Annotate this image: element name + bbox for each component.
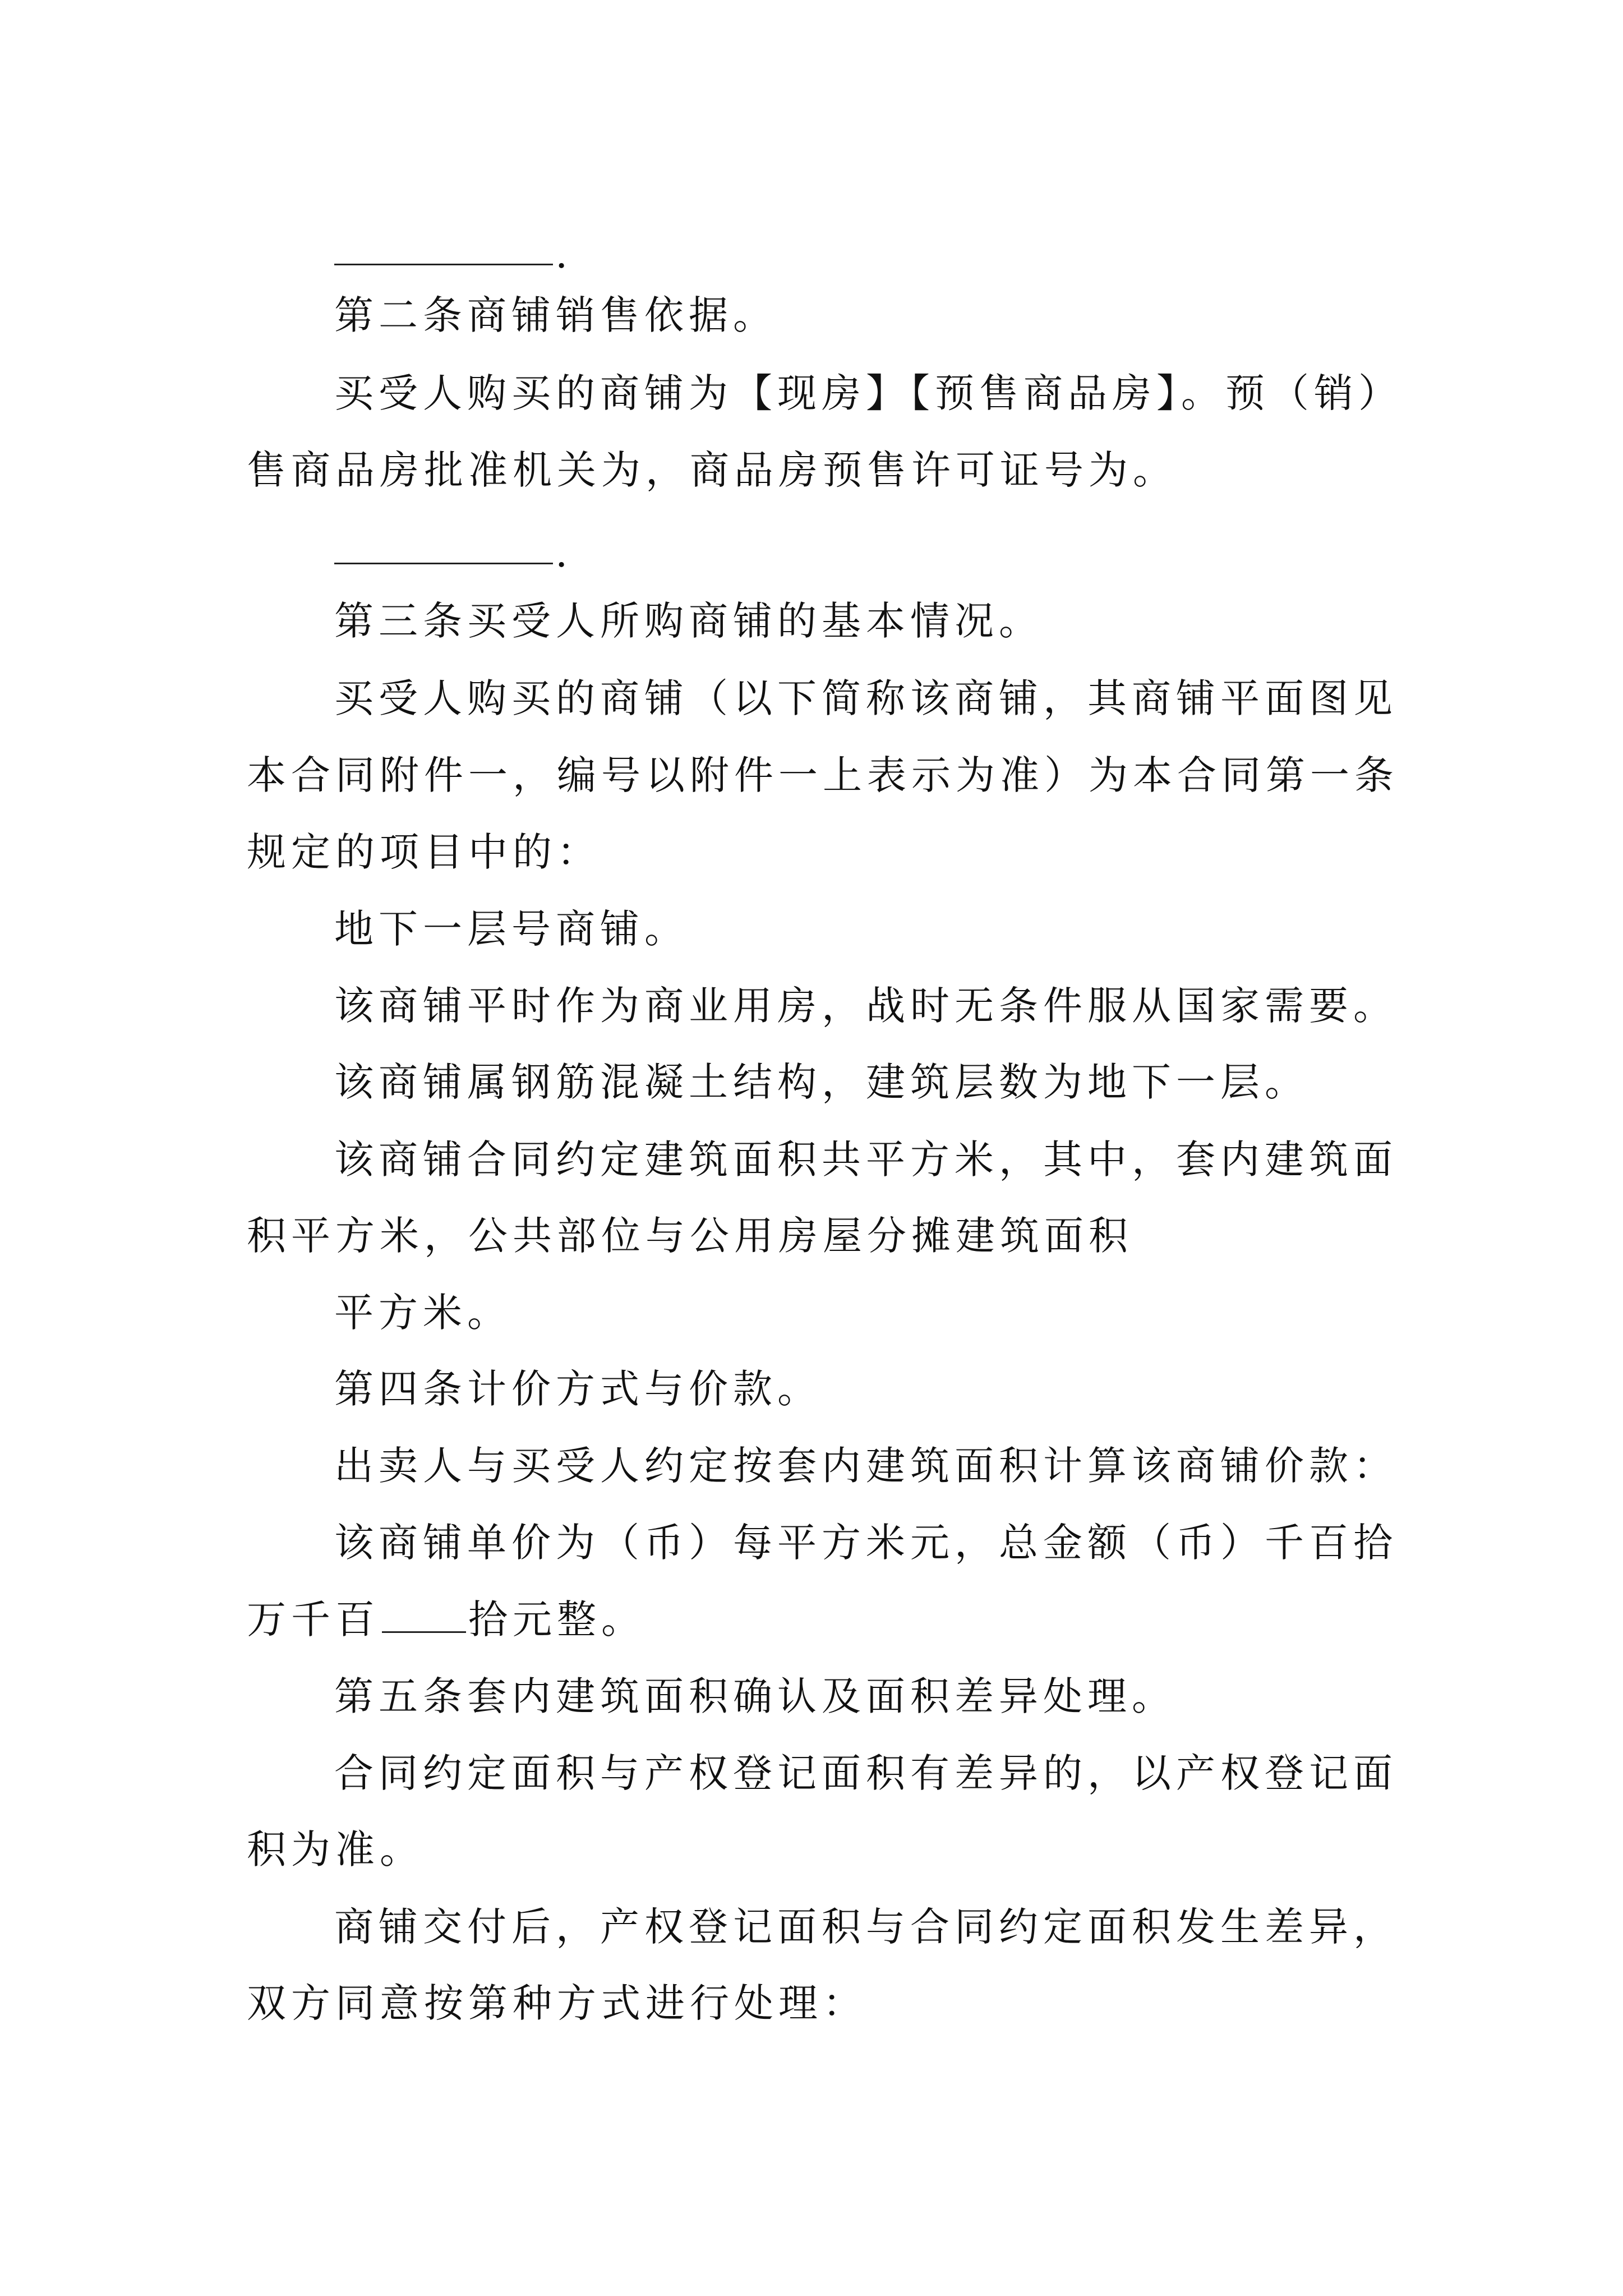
article-2-paragraph-line: 售商品房批准机关为，商品房预售许可证号为。 — [247, 447, 1177, 493]
amount-blank — [382, 1599, 466, 1633]
article-5-paragraph-line: 积为准。 — [247, 1826, 424, 1872]
article-5-paragraph-line: 双方同意按第种方式进行处理： — [247, 1980, 867, 2026]
article-3-paragraph-line: 规定的项目中的： — [247, 829, 601, 875]
article-3-paragraph-line: 平方米。 — [334, 1290, 511, 1336]
article-5-paragraph-line: 合同约定面积与产权登记面积有差异的，以产权登记面 — [334, 1750, 1398, 1796]
fill-in-blank-line — [334, 264, 553, 265]
article-4-paragraph-line — [247, 1594, 645, 1645]
article-4-title: 第四条计价方式与价款。 — [334, 1366, 822, 1412]
article-4-paragraph: 出卖人与买受人约定按套内建筑面积计算该商铺价款： — [334, 1443, 1398, 1489]
article-3-paragraph-line: 买受人购买的商铺（以下简称该商铺，其商铺平面图见 — [334, 675, 1398, 721]
article-2-paragraph-line: 买受人购买的商铺为【现房】【预售商品房】。预（销） — [334, 370, 1403, 416]
amount-text: 万千百 — [247, 1596, 380, 1642]
amount-text: 拾元整。 — [468, 1596, 645, 1642]
blank-period: . — [555, 231, 568, 277]
article-5-title: 第五条套内建筑面积确认及面积差异处理。 — [334, 1673, 1176, 1719]
article-3-paragraph-line: 积平方米，公共部位与公用房屋分摊建筑面积 — [247, 1213, 1133, 1259]
article-3-paragraph: 该商铺属钢筋混凝土结构，建筑层数为地下一层。 — [334, 1059, 1309, 1105]
article-3-title: 第三条买受人所购商铺的基本情况。 — [334, 598, 1043, 644]
article-2-title: 第二条商铺销售依据。 — [334, 292, 777, 338]
article-3-paragraph-line: 本合同附件一，编号以附件一上表示为准）为本合同第一条 — [247, 752, 1399, 798]
article-4-paragraph-line: 该商铺单价为（币）每平方米元，总金额（币）千百拾 — [334, 1520, 1398, 1566]
article-3-paragraph: 该商铺平时作为商业用房，战时无条件服从国家需要。 — [334, 983, 1398, 1029]
blank-period: . — [555, 530, 568, 576]
article-3-paragraph: 地下一层号商铺。 — [334, 906, 689, 952]
fill-in-blank-line — [334, 563, 553, 564]
article-3-paragraph-line: 该商铺合同约定建筑面积共平方米，其中，套内建筑面 — [334, 1137, 1398, 1182]
article-5-paragraph-line: 商铺交付后，产权登记面积与合同约定面积发生差异， — [334, 1904, 1398, 1950]
